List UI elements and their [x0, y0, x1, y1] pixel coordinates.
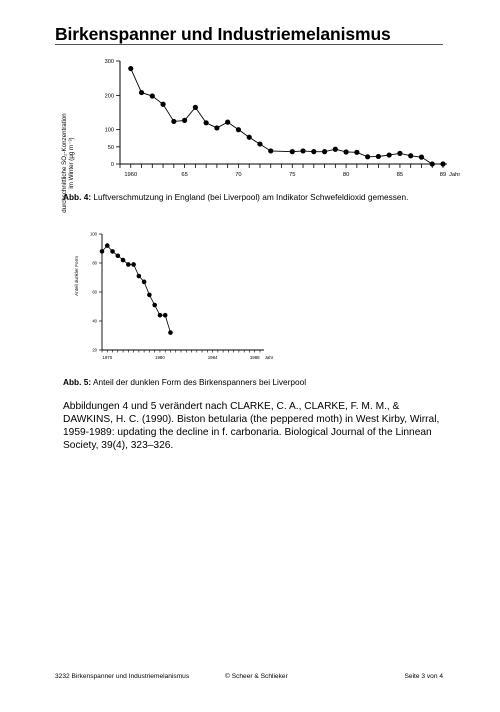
so2-series-line [131, 69, 443, 164]
footer-document-title: 3232 Birkenspanner und Industriemelanismus [55, 673, 190, 680]
dark-y-tick-label: 20 [92, 347, 97, 353]
dark-y-tick-label: 100 [90, 231, 97, 237]
so2-data-point [344, 149, 349, 154]
dark-data-point [100, 249, 105, 254]
dark-data-point [168, 330, 173, 335]
so2-data-point [290, 149, 295, 154]
so2-data-point [430, 161, 435, 166]
dark-data-point [163, 313, 168, 318]
figure-5-caption-label: Abb. 5: [63, 377, 92, 387]
so2-data-point [139, 90, 144, 95]
so2-data-point [171, 119, 176, 124]
so2-data-point [193, 105, 198, 110]
so2-y-tick-label: 200 [104, 93, 114, 100]
so2-data-point [204, 120, 209, 125]
so2-data-point [268, 148, 273, 153]
so2-data-point [376, 154, 381, 159]
dark-y-tick-label: 40 [92, 318, 97, 324]
so2-y-tick-label: 0 [110, 162, 114, 168]
dark-data-point [158, 313, 163, 318]
dark-x-tick-label: 1970 [102, 355, 113, 360]
figure-4-caption-text: Luftverschmutzung in England (bei Liverpool) am Indikator Schwefeldioxid gemessen. [91, 192, 409, 202]
dark-series-line [102, 246, 170, 333]
source-reference: Abbildungen 4 und 5 verändert nach CLARKE, C. A., CLARKE, F. M. M., & DAWKINS, H. C. (1990). Biston betularia (the peppered moth) in West Kirby, Wirral, 1959-1989: updating the decline in f. carbonaria. Biological Journal of the Linnean Society, 39(4), 323–326. [63, 401, 440, 451]
so2-data-point [322, 149, 327, 154]
dark-data-point [137, 274, 142, 279]
so2-data-point [354, 150, 359, 155]
dark-x-tick-label: 1984 [207, 355, 218, 360]
so2-y-tick-label: 100 [104, 127, 114, 134]
so2-data-point [300, 148, 305, 153]
dark-y-tick-label: 60 [92, 289, 97, 295]
dark-x-tick-label: 1980 [155, 355, 165, 360]
dark-data-point [131, 262, 136, 267]
dark-form-share-chart [65, 228, 285, 368]
so2-data-point [236, 127, 241, 132]
so2-data-point [333, 147, 338, 152]
so2-y-tick-label: 50 [107, 144, 114, 151]
title-divider [55, 44, 443, 45]
so2-x-tick-label: 65 [181, 172, 188, 178]
so2-data-point [419, 155, 424, 160]
dark-data-point [110, 249, 115, 254]
figure-5-caption-text: Anteil der dunklen Form des Birkenspanners bei Liverpool [91, 377, 307, 387]
so2-x-tick-label: 70 [235, 172, 242, 178]
so2-y-tick-label: 300 [104, 59, 114, 65]
figure-5-caption [63, 377, 306, 387]
so2-data-point [387, 152, 392, 157]
so2-x-tick-label: 1960 [124, 172, 138, 178]
so2-data-point [150, 93, 155, 98]
dark-x-tick-label: 1988 [249, 355, 260, 360]
so2-data-point [225, 120, 230, 125]
figure-4-caption-label: Abb. 4: [63, 192, 92, 202]
so2-data-point [182, 118, 187, 123]
so2-data-point [440, 161, 445, 166]
so2-data-point [408, 153, 413, 158]
so2-data-point [257, 141, 262, 146]
so2-x-tick-label: 89 [439, 172, 447, 178]
so2-data-point [365, 154, 370, 159]
dark-data-point [147, 293, 152, 298]
footer-copyright: © Scheer & Schlieker [225, 673, 288, 680]
figure-4-caption [63, 192, 408, 202]
so2-data-point [397, 151, 402, 156]
so2-data-point [311, 149, 316, 154]
so2-y-axis-label-unit: im Winter (µg m⁻³) [68, 137, 75, 189]
dark-data-point [126, 262, 131, 267]
so2-x-tick-label: 85 [396, 172, 404, 178]
dark-data-point [121, 258, 126, 263]
dark-data-point [105, 243, 110, 248]
page-title: Birkenspanner und Industriemelanismus [55, 24, 391, 44]
so2-data-point [247, 135, 252, 140]
dark-data-point [116, 253, 121, 258]
so2-data-point [160, 102, 165, 107]
dark-y-tick-label: 80 [92, 260, 97, 266]
so2-data-point [214, 125, 219, 130]
dark-data-point [152, 303, 157, 308]
so2-y-axis-label: durchschnittliche SO₂-Konzentration [61, 113, 68, 213]
so2-x-tick-label: 80 [342, 172, 350, 178]
so2-data-point [128, 66, 133, 71]
footer-page-number: Seite 3 von 4 [404, 673, 443, 680]
dark-y-axis-label: Anteil dunkler Form [74, 256, 79, 296]
dark-x-axis-label: Jahr [264, 355, 274, 360]
so2-x-tick-label: 75 [289, 172, 296, 178]
so2-x-axis-label: Jahr [449, 172, 461, 178]
dark-data-point [142, 280, 147, 285]
